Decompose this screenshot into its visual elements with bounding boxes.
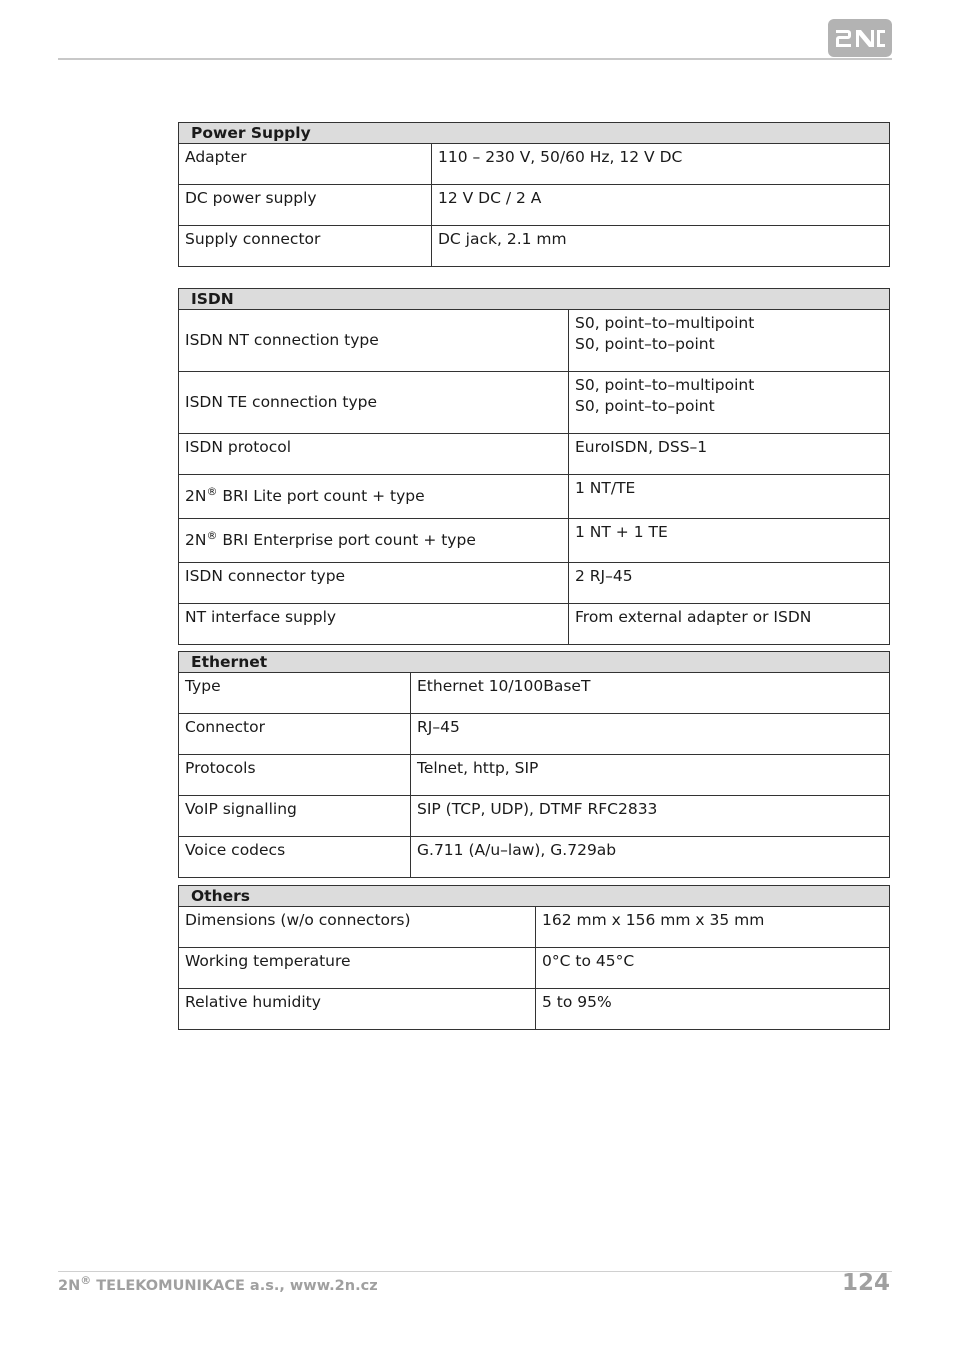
- spec-label: Relative humidity: [179, 989, 536, 1030]
- spec-value: S0, point–to–multipoint S0, point–to–point: [569, 310, 890, 372]
- spec-value: 1 NT/TE: [569, 475, 890, 519]
- table-row: [179, 714, 890, 755]
- table-row: [179, 310, 890, 372]
- spec-label: Connector: [179, 714, 411, 755]
- table-row: [179, 755, 890, 796]
- spec-value: 162 mm x 156 mm x 35 mm: [536, 907, 890, 948]
- table-row: [179, 989, 890, 1030]
- table-row: [179, 475, 890, 519]
- power-supply-heading: Power Supply: [179, 123, 890, 144]
- spec-label: ISDN protocol: [179, 434, 569, 475]
- spec-label: Supply connector: [179, 226, 432, 267]
- spec-value: G.711 (A/u–law), G.729ab: [411, 837, 890, 878]
- spec-value: S0, point–to–multipoint S0, point–to–point: [569, 372, 890, 434]
- others-heading: Others: [179, 886, 890, 907]
- table-row: [179, 563, 890, 604]
- power-supply-table: [178, 122, 890, 267]
- spec-label: Adapter: [179, 144, 432, 185]
- footer-divider: [58, 1271, 892, 1272]
- table-row: [179, 837, 890, 878]
- spec-label: 2N® BRI Enterprise port count + type: [179, 519, 569, 563]
- spec-value: 5 to 95%: [536, 989, 890, 1030]
- table-row: [179, 226, 890, 267]
- spec-label: Protocols: [179, 755, 411, 796]
- table-row: [179, 604, 890, 645]
- ethernet-table: [178, 651, 890, 878]
- spec-label: 2N® BRI Lite port count + type: [179, 475, 569, 519]
- spec-label: ISDN TE connection type: [179, 372, 569, 434]
- spec-value: Ethernet 10/100BaseT: [411, 673, 890, 714]
- spec-label: Voice codecs: [179, 837, 411, 878]
- spec-value: RJ–45: [411, 714, 890, 755]
- table-row: [179, 948, 890, 989]
- spec-value: 0°C to 45°C: [536, 948, 890, 989]
- table-row: [179, 796, 890, 837]
- table-row: [179, 907, 890, 948]
- table-row: [179, 372, 890, 434]
- spec-value: 12 V DC / 2 A: [432, 185, 890, 226]
- isdn-table: [178, 288, 890, 645]
- spec-value: Telnet, http, SIP: [411, 755, 890, 796]
- spec-label: Working temperature: [179, 948, 536, 989]
- header-divider: [58, 58, 892, 60]
- spec-value: SIP (TCP, UDP), DTMF RFC2833: [411, 796, 890, 837]
- spec-value: EuroISDN, DSS–1: [569, 434, 890, 475]
- table-row: [179, 519, 890, 563]
- spec-label: VoIP signalling: [179, 796, 411, 837]
- spec-label: ISDN NT connection type: [179, 310, 569, 372]
- spec-value: 110 – 230 V, 50/60 Hz, 12 V DC: [432, 144, 890, 185]
- table-row: [179, 185, 890, 226]
- spec-value: DC jack, 2.1 mm: [432, 226, 890, 267]
- page-number: 124: [841, 1270, 890, 1296]
- spec-label: DC power supply: [179, 185, 432, 226]
- spec-value: 1 NT + 1 TE: [569, 519, 890, 563]
- spec-value: From external adapter or ISDN: [569, 604, 890, 645]
- spec-value: 2 RJ–45: [569, 563, 890, 604]
- table-row: [179, 673, 890, 714]
- footer-company: 2N® TELEKOMUNIKACE a.s., www.2n.cz: [58, 1274, 378, 1294]
- spec-label: Dimensions (w/o connectors): [179, 907, 536, 948]
- spec-label: NT interface supply: [179, 604, 569, 645]
- others-table: [178, 885, 890, 1030]
- table-row: [179, 434, 890, 475]
- isdn-heading: ISDN: [179, 289, 890, 310]
- 2n-logo: [828, 19, 892, 57]
- ethernet-heading: Ethernet: [179, 652, 890, 673]
- table-row: [179, 144, 890, 185]
- spec-label: Type: [179, 673, 411, 714]
- spec-label: ISDN connector type: [179, 563, 569, 604]
